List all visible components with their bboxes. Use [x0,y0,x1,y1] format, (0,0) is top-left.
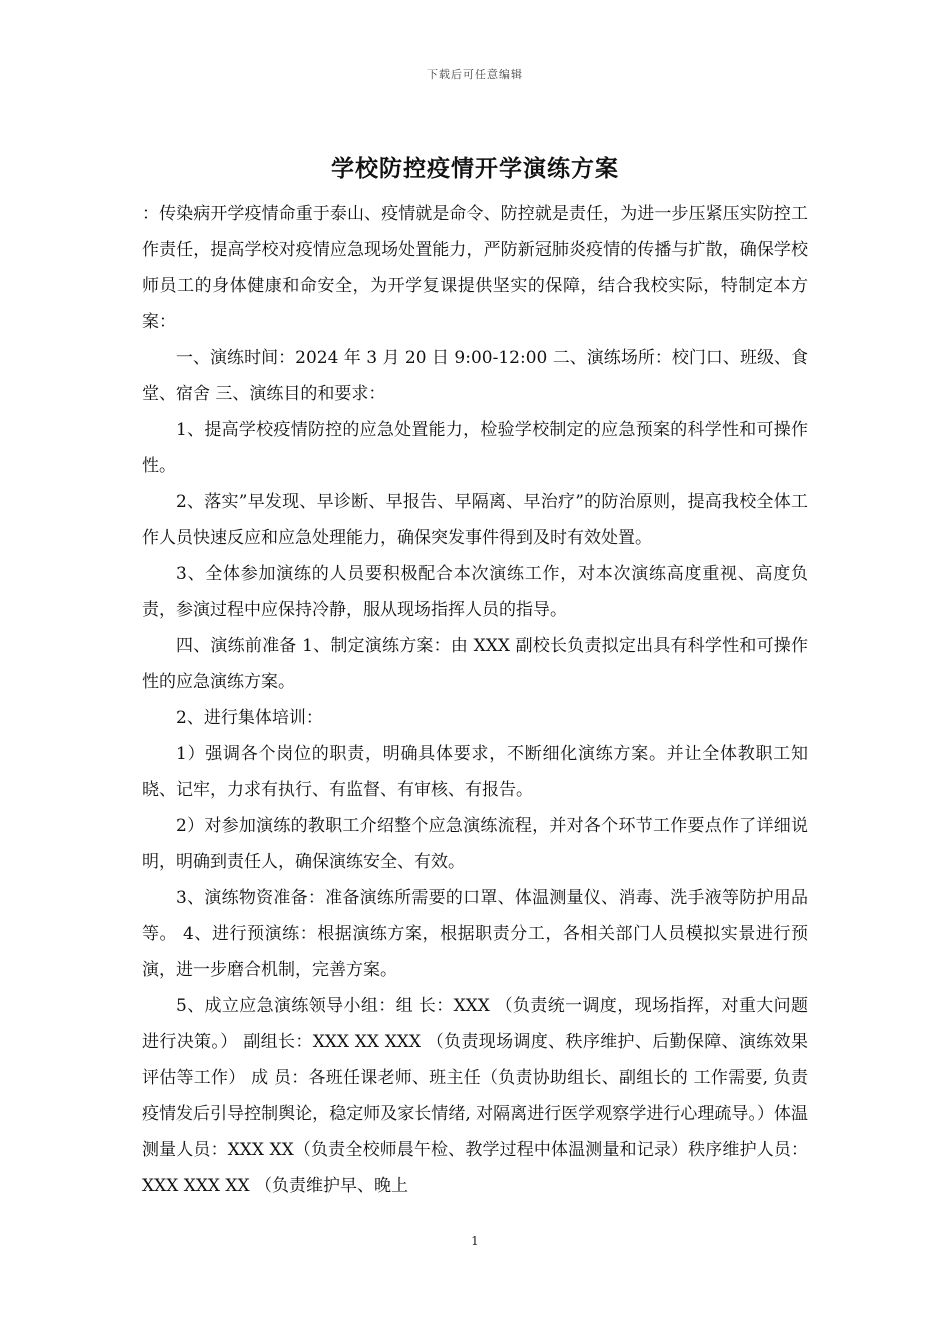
page-number: 1 [471,1234,479,1248]
paragraph-leadership-group: 5、成立应急演练领导小组：组 长：XXX （负责统一调度，现场指挥，对重大问题进行决策。） 副组长：XXX XX XXX （负责现场调度、秩序维护、后勤保障、演练效果评估等工作） 成 员：各班任课老师、班主任（负责协助组长、副组长的 工作需要, 负责疫情发后引导控制舆论，稳定师及家长情绪, 对隔离进行医学观察学进行心理疏导。）体温测量人员：XXX XX（负责全校师晨午检、教学过程中体温测量和记录）秩序维护人员：XXX XXX XX （负责维护早、晚上 [142,996,808,1196]
document-title: 学校防控疫情开学演练方案 [331,155,619,182]
paragraph-time-location: 一、演练时间：2024 年 3 月 20 日 9:00-12:00 二、演练场所：校门口、班级、食堂、宿舍 三、演练目的和要求： [142,348,808,404]
paragraph-training-2: 2）对参加演练的教职工介绍整个应急演练流程，并对各个环节工作要点作了详细说明，明确到责任人，确保演练安全、有效。 [142,816,808,872]
paragraph-goal-3: 3、全体参加演练的人员要积极配合本次演练工作，对本次演练高度重视、高度负责，参演过程中应保持冷静，服从现场指挥人员的指导。 [142,564,808,620]
document-body [142,196,808,1204]
paragraph-intro: ：传染病开学疫情命重于泰山、疫情就是命令、防控就是责任，为进一步压紧压实防控工作责任，提高学校对疫情应急现场处置能力，严防新冠肺炎疫情的传播与扩散，确保学校师员工的身体健康和命安全，为开学复课提供坚实的保障，结合我校实际，特制定本方案： [142,204,808,332]
paragraph-materials: 3、演练物资准备：准备演练所需要的口罩、体温测量仪、消毒、洗手液等防护用品等。 4、进行预演练：根据演练方案，根据职责分工，各相关部门人员模拟实景进行预演，进一步磨合机制，完善方案。 [142,888,808,980]
paragraph-preparation: 四、演练前准备 1、制定演练方案：由 XXX 副校长负责拟定出具有科学性和可操作性的应急演练方案。 [142,636,808,692]
paragraph-goal-2: 2、落实”早发现、早诊断、早报告、早隔离、早治疗”的防治原则，提高我校全体工作人员快速反应和应急处理能力，确保突发事件得到及时有效处置。 [142,492,808,548]
paragraph-training: 2、进行集体培训： [176,708,323,728]
paragraph-training-1: 1）强调各个岗位的职责，明确具体要求，不断细化演练方案。并让全体教职工知晓、记牢，力求有执行、有监督、有审核、有报告。 [142,744,808,800]
page-header-note: 下载后可任意编辑 [427,68,523,81]
paragraph-goal-1: 1、提高学校疫情防控的应急处置能力，检验学校制定的应急预案的科学性和可操作性。 [142,420,808,476]
